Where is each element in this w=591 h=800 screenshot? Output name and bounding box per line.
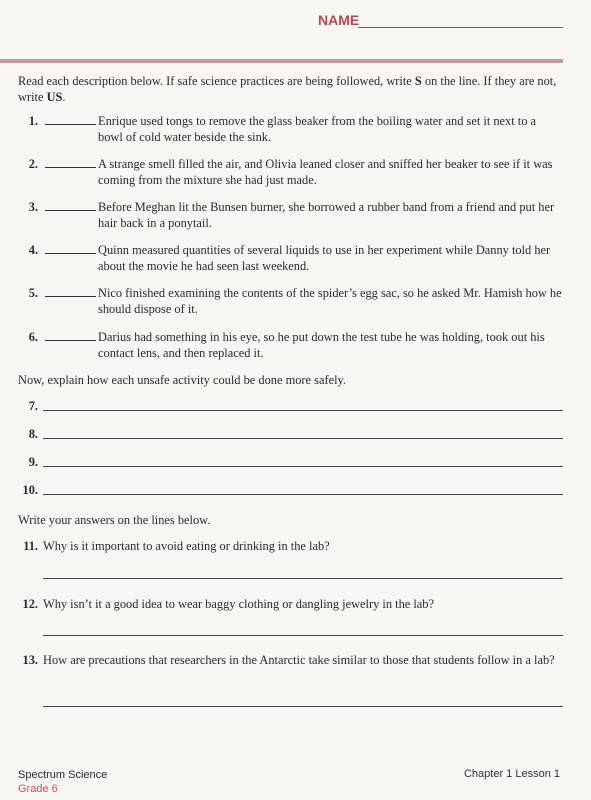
question-text: Before Meghan lit the Bunsen burner, she borrowed a rubber band from a friend and put her hair back in a ponytail. — [98, 200, 555, 230]
question-text: How are precautions that researchers in the Antarctic take similar to those that students follow in a lab? — [43, 653, 555, 667]
section2-instructions: Now, explain how each unsafe activity could be done more safely. — [18, 373, 347, 387]
instructions-part3: . — [62, 90, 66, 104]
chapter-label: Chapter 1 Lesson 1 — [463, 768, 560, 780]
answer-blank[interactable] — [45, 210, 96, 211]
answer-line[interactable] — [43, 635, 563, 636]
answer-line[interactable] — [43, 466, 563, 467]
question-number: 6. — [28, 330, 38, 344]
answer-line[interactable] — [43, 438, 563, 439]
question-number: 4. — [28, 243, 38, 257]
section1-instructions — [18, 73, 563, 105]
question-text: Quinn measured quantities of several liquids to use in her experiment while Danny told her about the movie he had seen last weekend. — [98, 243, 551, 273]
question-number: 11. — [23, 539, 38, 553]
question-9 — [18, 454, 563, 470]
question-11 — [18, 538, 563, 582]
name-label: NAME — [318, 12, 360, 28]
question-12 — [18, 596, 563, 640]
answer-blank[interactable] — [45, 340, 96, 341]
answer-blank[interactable] — [45, 124, 96, 125]
answer-line[interactable] — [43, 706, 563, 707]
question-number: 3. — [28, 200, 38, 214]
question-text: Why is it important to avoid eating or drinking in the lab? — [43, 539, 330, 553]
instructions-unsafe-code: US — [46, 90, 63, 104]
question-text: Enrique used tongs to remove the glass beaker from the boiling water and set it next to a bowl of cold water beside the sink. — [98, 114, 537, 144]
grade-label: Grade 6 — [18, 783, 58, 795]
instructions-part1: Read each description below. If safe science practices are being followed, write — [18, 74, 415, 88]
question-number: 10. — [22, 483, 38, 497]
question-text: Darius had something in his eye, so he put down the test tube he was holding, took out his contact lens, and then replaced it. — [98, 330, 545, 360]
question-text: Why isn’t it a good idea to wear baggy clothing or dangling jewelry in the lab? — [43, 597, 435, 611]
question-text: A strange smell filled the air, and Olivia leaned closer and sniffed her beaker to see if it was coming from the mixture she had just made. — [98, 157, 553, 187]
question-8 — [18, 426, 563, 442]
question-text: Nico finished examining the contents of the spider’s egg sac, so he asked Mr. Hamish how he should dispose of it. — [98, 286, 562, 316]
answer-line[interactable] — [43, 578, 563, 579]
question-10 — [18, 482, 563, 498]
answer-blank[interactable] — [45, 167, 96, 168]
question-number: 5. — [28, 286, 38, 300]
answer-blank[interactable] — [45, 296, 96, 297]
question-13 — [18, 652, 563, 710]
answer-line[interactable] — [43, 410, 563, 411]
header-rule — [0, 59, 563, 63]
book-title: Spectrum Science — [18, 769, 108, 781]
section3-instructions: Write your answers on the lines below. — [18, 513, 211, 527]
question-number: 1. — [28, 114, 38, 128]
name-field[interactable] — [358, 27, 563, 28]
instructions-part2: on the line. If they are not, write — [18, 74, 557, 104]
question-number: 9. — [28, 455, 38, 469]
question-number: 7. — [28, 399, 38, 413]
footer-book-info — [18, 768, 107, 796]
question-number: 13. — [22, 653, 38, 667]
question-7 — [18, 398, 563, 414]
answer-line[interactable] — [43, 494, 563, 495]
question-number: 2. — [28, 157, 38, 171]
answer-blank[interactable] — [45, 253, 96, 254]
instructions-safe-code: S — [414, 74, 422, 88]
question-number: 12. — [22, 597, 38, 611]
question-number: 8. — [28, 427, 38, 441]
